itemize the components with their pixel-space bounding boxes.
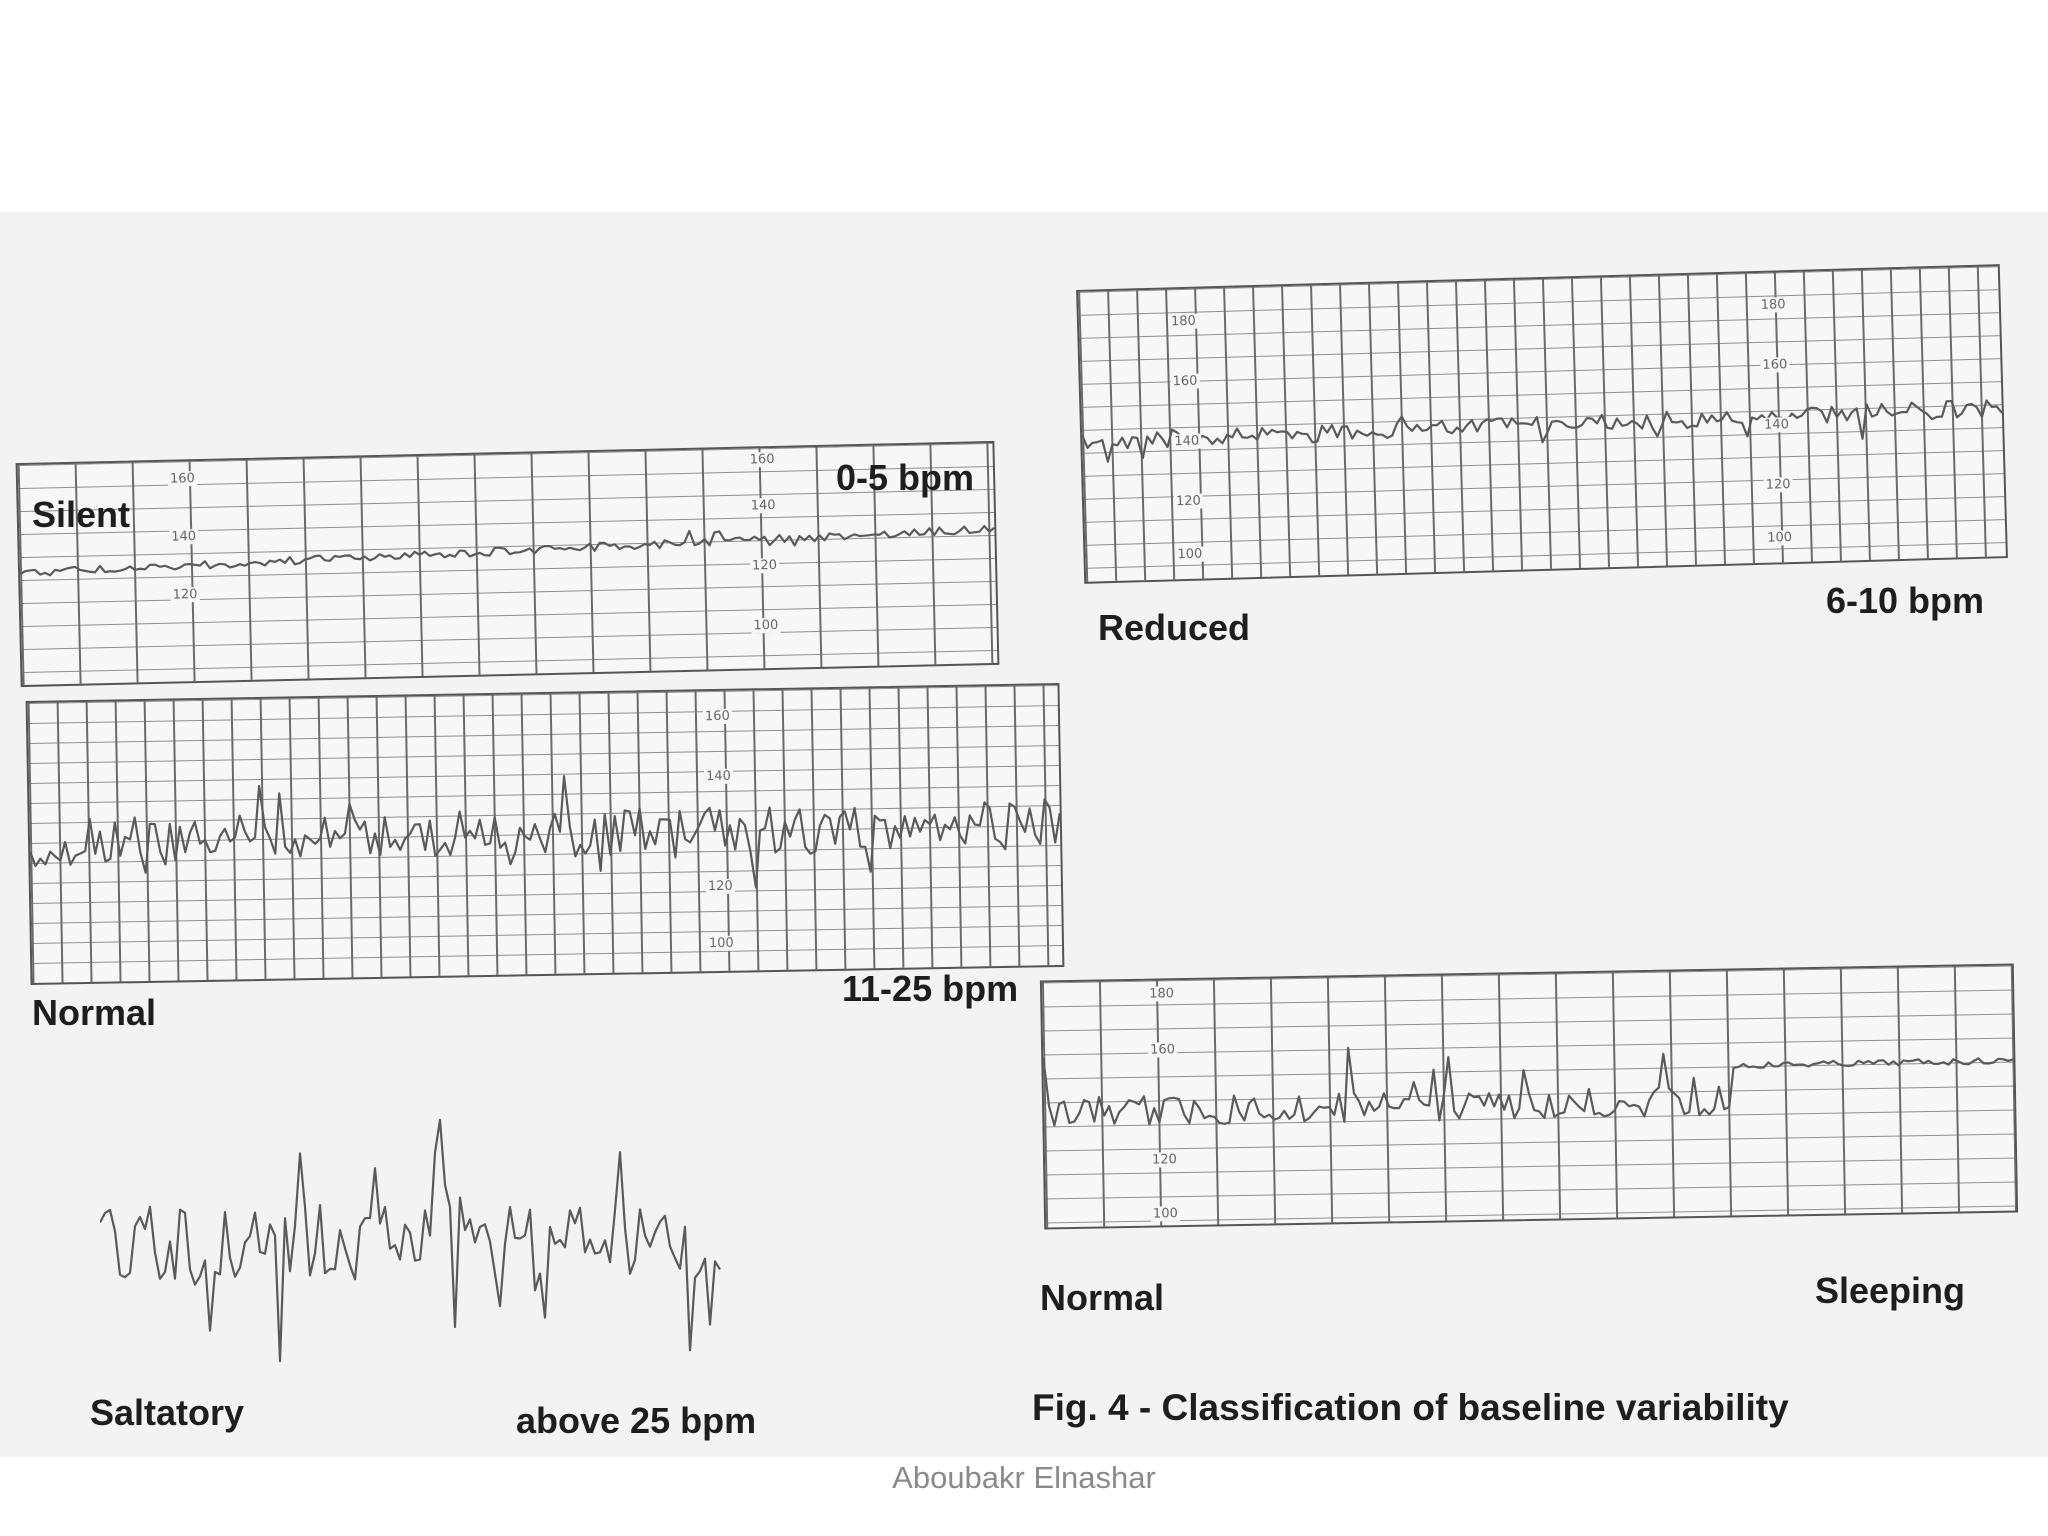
- scale-mark: 160: [749, 451, 775, 468]
- normal-sleeping-trace-strip: [1040, 964, 2018, 1230]
- scale-mark: 160: [704, 708, 730, 725]
- silent-label: Silent: [32, 494, 131, 535]
- normal-sleeping-right-label: Sleeping: [1815, 1270, 1966, 1311]
- scale-mark: 160: [1172, 373, 1198, 390]
- scale-mark: 100: [1767, 530, 1793, 546]
- scale-mark: 100: [1177, 546, 1203, 563]
- scale-mark: 120: [751, 557, 778, 574]
- scale-mark: 100: [708, 935, 734, 952]
- scale-mark: 120: [172, 587, 198, 603]
- scale-mark: 140: [705, 768, 731, 785]
- scale-mark: 160: [1150, 1042, 1176, 1058]
- saltatory-trace: [100, 1092, 780, 1422]
- reduced-range-label: 6-10 bpm: [1826, 580, 1985, 621]
- normal-trace: [28, 685, 1063, 983]
- normal-sleeping-left-label: Normal: [1040, 1277, 1165, 1318]
- scale-mark: 160: [1762, 357, 1788, 373]
- silent-range-label: 0-5 bpm: [836, 457, 975, 498]
- normal-range-label: 11-25 bpm: [842, 968, 1019, 1009]
- scale-mark: 140: [171, 529, 197, 545]
- normal-label: Normal: [32, 992, 157, 1033]
- scale-mark: 140: [1174, 433, 1200, 450]
- scale-mark: 160: [169, 471, 195, 487]
- scale-mark: 120: [1151, 1152, 1178, 1168]
- saltatory-label: Saltatory: [90, 1392, 245, 1433]
- variability-figure: [0, 212, 2048, 1457]
- normal-trace-strip: [26, 683, 1065, 985]
- author-credit: Aboubakr Elnashar: [892, 1460, 1156, 1495]
- scale-mark: 120: [707, 878, 733, 895]
- reduced-trace-strip: [1076, 264, 2008, 584]
- reduced-trace: [1078, 266, 2006, 582]
- scale-mark: 180: [1170, 313, 1197, 330]
- scale-mark: 140: [1763, 417, 1790, 433]
- reduced-label: Reduced: [1098, 607, 1251, 648]
- scale-mark: 120: [1175, 493, 1202, 510]
- scale-mark: 180: [1149, 986, 1175, 1002]
- scale-mark: 100: [753, 617, 779, 634]
- scale-mark: 120: [1765, 477, 1791, 493]
- normal-sleeping-trace: [1042, 966, 2016, 1228]
- saltatory-range-label: above 25 bpm: [516, 1400, 757, 1441]
- figure-caption: Fig. 4 - Classification of baseline variability: [1032, 1387, 1789, 1428]
- scale-mark: 140: [750, 497, 776, 514]
- scale-mark: 180: [1760, 297, 1786, 313]
- scale-mark: 100: [1152, 1206, 1178, 1222]
